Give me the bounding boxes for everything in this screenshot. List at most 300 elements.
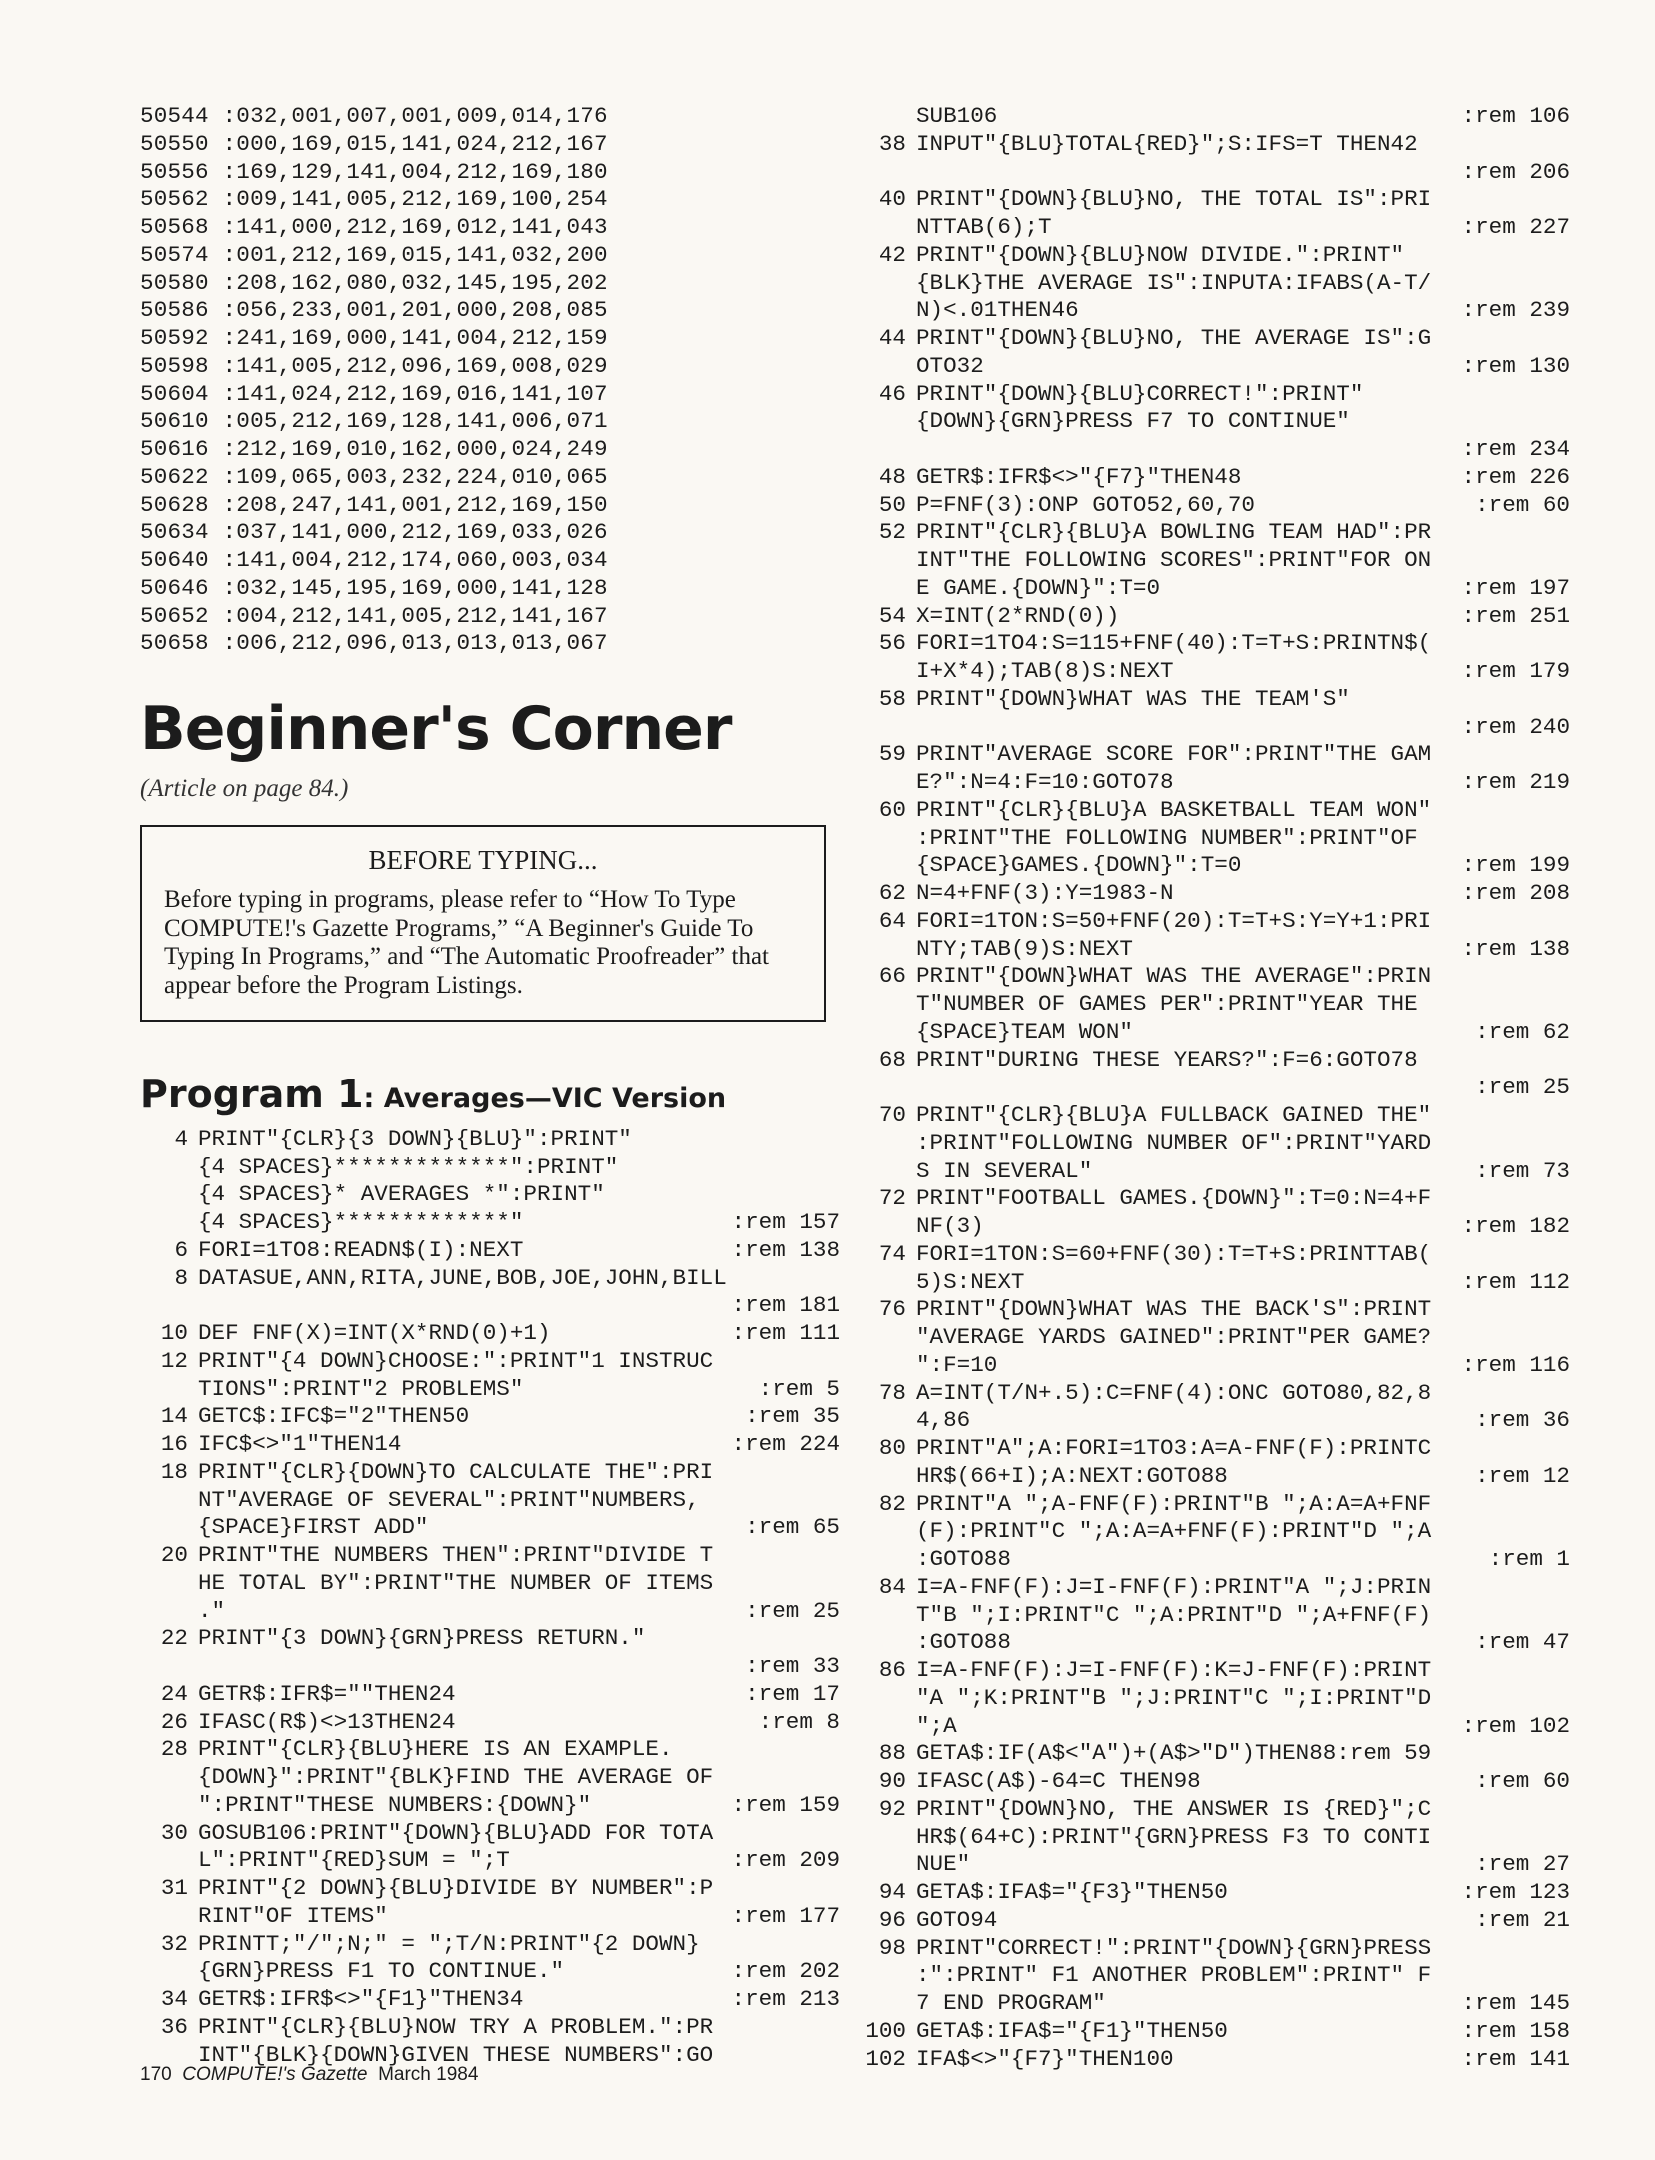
rem-checksum: :rem 25 bbox=[745, 1597, 840, 1624]
data-line: 50550 :000,169,015,141,024,212,167 bbox=[140, 130, 608, 157]
rem-checksum: :rem 199 bbox=[1461, 852, 1570, 879]
rem-checksum: :rem 197 bbox=[1461, 574, 1570, 601]
section-title: Beginner's Corner bbox=[140, 694, 732, 764]
rem-checksum: :rem 27 bbox=[1475, 1851, 1570, 1878]
code-text: FORI=1TON:S=50+FNF(20):T=T+S:Y=Y+1:PRI bbox=[916, 907, 1432, 934]
code-text: {BLK}THE AVERAGE IS":INPUTA:IFABS(A-T/ bbox=[916, 269, 1432, 296]
code-text: PRINT"FOOTBALL GAMES.{DOWN}":T=0:N=4+F bbox=[916, 1185, 1432, 1212]
code-text: PRINT"CORRECT!":PRINT"{DOWN}{GRN}PRESS bbox=[916, 1934, 1432, 1961]
code-text: :PRINT"THE FOLLOWING NUMBER":PRINT"OF bbox=[916, 824, 1418, 851]
code-line bbox=[858, 1602, 1570, 1630]
code-line bbox=[858, 464, 1570, 492]
before-typing-text: Before typing in programs, please refer to “How To Type COMPUTE!'s Gazette Programs,” “A Beginner's Guide To Typing In Programs,” and “The Automatic Proofreader” that appear before the Program Listings. bbox=[164, 886, 770, 999]
line-number: 72 bbox=[878, 1185, 906, 1212]
line-number: 6 bbox=[174, 1236, 188, 1263]
rem-checksum: :rem 116 bbox=[1461, 1351, 1570, 1378]
code-line bbox=[858, 1768, 1570, 1796]
line-number: 56 bbox=[878, 630, 906, 657]
line-number: 62 bbox=[878, 880, 906, 906]
data-line: 50592 :241,169,000,141,004,212,159 bbox=[140, 325, 608, 351]
data-line: 50556 :169,129,141,004,212,169,180 bbox=[140, 158, 608, 185]
code-line bbox=[858, 1629, 1570, 1657]
data-line: 50640 :141,004,212,174,060,003,034 bbox=[140, 547, 608, 573]
issue-date: March 1984 bbox=[378, 2064, 479, 2085]
code-line bbox=[858, 1296, 1570, 1324]
data-line: 50574 :001,212,169,015,141,032,200 bbox=[140, 241, 608, 268]
code-line bbox=[858, 2018, 1570, 2046]
code-text: GETR$:IFR$<>"{F7}"THEN48 bbox=[916, 463, 1242, 490]
code-line bbox=[858, 658, 1570, 686]
code-line bbox=[140, 1542, 840, 1570]
rem-checksum: :rem 219 bbox=[1461, 769, 1570, 795]
code-line bbox=[858, 1130, 1570, 1158]
code-line bbox=[140, 1320, 840, 1348]
code-text: :GOTO88 bbox=[916, 1629, 1011, 1656]
line-number: 68 bbox=[878, 1046, 906, 1073]
code-text: HE TOTAL BY":PRINT"THE NUMBER OF ITEMS bbox=[198, 1569, 714, 1596]
code-text: PRINT"{DOWN}{BLU}NO, THE TOTAL IS":PRI bbox=[916, 186, 1432, 213]
line-number: 28 bbox=[160, 1736, 188, 1763]
code-text: PRINT"{CLR}{BLU}NOW TRY A PROBLEM.":PR bbox=[198, 2013, 714, 2040]
code-line bbox=[858, 686, 1570, 714]
line-number: 30 bbox=[160, 1819, 188, 1846]
code-text: I=A-FNF(F):J=I-FNF(F):PRINT"A ";J:PRIN bbox=[916, 1573, 1432, 1600]
code-text: DATASUE,ANN,RITA,JUNE,BOB,JOE,JOHN,BILL bbox=[198, 1264, 727, 1291]
rem-checksum: :rem 12 bbox=[1475, 1462, 1570, 1489]
code-text: A=INT(T/N+.5):C=FNF(4):ONC GOTO80,82,8 bbox=[916, 1379, 1432, 1406]
code-text: HR$(64+C):PRINT"{GRN}PRESS F3 TO CONTI bbox=[916, 1823, 1432, 1850]
line-number: 102 bbox=[865, 2045, 906, 2072]
line-number: 40 bbox=[878, 186, 906, 213]
data-line: 50658 :006,212,096,013,013,013,067 bbox=[140, 630, 608, 657]
code-line bbox=[140, 1903, 840, 1931]
rem-checksum: :rem 202 bbox=[731, 1958, 840, 1985]
before-typing-title: BEFORE TYPING... bbox=[368, 845, 598, 875]
code-text: PRINT"AVERAGE SCORE FOR":PRINT"THE GAM bbox=[916, 741, 1432, 768]
code-text: INPUT"{BLU}TOTAL{RED}";S:IFS=T THEN42 bbox=[916, 130, 1418, 157]
code-text: SUB106 bbox=[916, 103, 998, 129]
code-line bbox=[858, 1047, 1570, 1075]
code-text: I=A-FNF(F):J=I-FNF(F):K=J-FNF(F):PRINT bbox=[916, 1657, 1432, 1683]
code-line bbox=[858, 1574, 1570, 1602]
line-number: 44 bbox=[878, 325, 906, 351]
rem-checksum: :rem 226 bbox=[1461, 463, 1570, 490]
data-line: 50628 :208,247,141,001,212,169,150 bbox=[140, 491, 608, 518]
code-line bbox=[858, 1546, 1570, 1574]
code-text: :":PRINT" F1 ANOTHER PROBLEM":PRINT" F bbox=[916, 1962, 1432, 1989]
rem-checksum: :rem 209 bbox=[731, 1847, 840, 1874]
rem-checksum: :rem 208 bbox=[1461, 880, 1570, 906]
code-line bbox=[858, 1962, 1570, 1990]
code-text: PRINT"A ";A-FNF(F):PRINT"B ";A:A=A+FNF bbox=[916, 1490, 1432, 1517]
data-line: 50586 :056,233,001,201,000,208,085 bbox=[140, 297, 608, 324]
magazine-name: COMPUTE!'s Gazette bbox=[182, 2064, 368, 2085]
code-text: X=INT(2*RND(0)) bbox=[916, 602, 1120, 629]
code-text: GETA$:IFA$="{F3}"THEN50 bbox=[916, 1879, 1228, 1905]
line-number: 80 bbox=[878, 1435, 906, 1461]
code-text: {4 SPACES}*************":PRINT" bbox=[198, 1153, 619, 1180]
code-line bbox=[858, 2046, 1570, 2074]
line-number: 64 bbox=[878, 907, 906, 934]
line-number: 66 bbox=[878, 963, 906, 990]
code-line bbox=[858, 353, 1570, 381]
code-text: NUE" bbox=[916, 1851, 971, 1878]
rem-checksum: :rem 130 bbox=[1461, 352, 1570, 379]
code-line bbox=[140, 1625, 840, 1653]
rem-checksum: :rem 138 bbox=[1461, 935, 1570, 962]
code-line bbox=[858, 1657, 1570, 1685]
code-line bbox=[140, 1292, 840, 1320]
line-number: 74 bbox=[878, 1240, 906, 1267]
code-text: PRINT"{CLR}{BLU}A FULLBACK GAINED THE" bbox=[916, 1102, 1432, 1128]
code-line bbox=[858, 825, 1570, 853]
line-number: 12 bbox=[160, 1347, 188, 1374]
code-text: ." bbox=[198, 1597, 226, 1624]
code-line bbox=[858, 408, 1570, 436]
data-line: 50562 :009,141,005,212,169,100,254 bbox=[140, 186, 608, 213]
code-text: IFC$<>"1"THEN14 bbox=[198, 1431, 402, 1458]
line-number: 52 bbox=[878, 519, 906, 546]
code-text: IFASC(A$)-64=C THEN98 bbox=[916, 1768, 1201, 1794]
code-text: GOTO94 bbox=[916, 1906, 998, 1933]
code-line bbox=[858, 519, 1570, 547]
code-line bbox=[140, 1154, 840, 1182]
rem-checksum: :rem 159 bbox=[731, 1791, 840, 1818]
code-text: GOSUB106:PRINT"{DOWN}{BLU}ADD FOR TOTA bbox=[198, 1819, 714, 1846]
code-line bbox=[858, 797, 1570, 825]
code-text: PRINT"{DOWN}WHAT WAS THE TEAM'S" bbox=[916, 685, 1350, 712]
line-number: 90 bbox=[878, 1768, 906, 1794]
before-typing-box bbox=[140, 825, 826, 1022]
code-text: 4,86 bbox=[916, 1407, 971, 1434]
data-line: 50580 :208,162,080,032,145,195,202 bbox=[140, 269, 608, 296]
rem-checksum: :rem 158 bbox=[1461, 2017, 1570, 2044]
line-number: 42 bbox=[878, 241, 906, 268]
code-line bbox=[858, 1463, 1570, 1491]
code-text: PRINT"DURING THESE YEARS?":F=6:GOTO78 bbox=[916, 1046, 1418, 1073]
line-number: 20 bbox=[160, 1542, 188, 1569]
code-line bbox=[858, 1824, 1570, 1852]
code-text: PRINT"{DOWN}{BLU}NOW DIVIDE.":PRINT" bbox=[916, 241, 1405, 268]
article-reference: (Article on page 84.) bbox=[140, 775, 349, 802]
data-line: 50652 :004,212,141,005,212,141,167 bbox=[140, 602, 608, 629]
rem-checksum: :rem 251 bbox=[1461, 602, 1570, 629]
code-text: {SPACE}GAMES.{DOWN}":T=0 bbox=[916, 852, 1242, 879]
code-line bbox=[858, 1713, 1570, 1741]
code-line bbox=[858, 1518, 1570, 1546]
rem-checksum: :rem 182 bbox=[1461, 1213, 1570, 1239]
code-text: {SPACE}FIRST ADD" bbox=[198, 1514, 429, 1541]
rem-checksum: :rem 36 bbox=[1475, 1407, 1570, 1434]
code-text: INT"{BLK}{DOWN}GIVEN THESE NUMBERS":GO bbox=[198, 2041, 714, 2068]
code-line bbox=[858, 1185, 1570, 1213]
rem-checksum: :rem 181 bbox=[731, 1292, 840, 1319]
code-line bbox=[858, 630, 1570, 658]
rem-checksum: :rem 123 bbox=[1461, 1879, 1570, 1905]
code-line bbox=[858, 242, 1570, 270]
code-text: {GRN}PRESS F1 TO CONTINUE." bbox=[198, 1958, 565, 1985]
code-text: PRINT"{4 DOWN}CHOOSE:":PRINT"1 INSTRUC bbox=[198, 1347, 714, 1374]
rem-checksum: :rem 21 bbox=[1475, 1906, 1570, 1933]
code-line bbox=[858, 325, 1570, 353]
line-number: 31 bbox=[160, 1875, 188, 1902]
line-number: 82 bbox=[878, 1490, 906, 1517]
code-line bbox=[858, 103, 1570, 131]
code-line bbox=[140, 1431, 840, 1459]
code-text: PRINT"THE NUMBERS THEN":PRINT"DIVIDE T bbox=[198, 1542, 714, 1569]
code-text: ";A bbox=[916, 1712, 957, 1739]
code-text: FORI=1TO8:READN$(I):NEXT bbox=[198, 1236, 524, 1263]
rem-checksum: :rem 5 bbox=[758, 1375, 840, 1402]
code-line bbox=[140, 1598, 840, 1626]
rem-checksum: :rem 177 bbox=[731, 1902, 840, 1929]
code-line bbox=[858, 214, 1570, 242]
line-number: 26 bbox=[160, 1708, 188, 1735]
code-line bbox=[858, 492, 1570, 520]
code-line bbox=[140, 1209, 840, 1237]
code-line bbox=[858, 1019, 1570, 1047]
code-line bbox=[858, 1796, 1570, 1824]
code-text: HR$(66+I);A:NEXT:GOTO88 bbox=[916, 1462, 1228, 1489]
code-line bbox=[858, 381, 1570, 409]
data-line: 50610 :005,212,169,128,141,006,071 bbox=[140, 408, 608, 435]
rem-checksum: :rem 112 bbox=[1461, 1268, 1570, 1295]
line-number: 50 bbox=[878, 491, 906, 518]
code-text: PRINT"{CLR}{BLU}A BASKETBALL TEAM WON" bbox=[916, 796, 1432, 823]
code-text: S IN SEVERAL" bbox=[916, 1157, 1093, 1184]
rem-checksum: :rem 145 bbox=[1461, 1990, 1570, 2016]
line-number: 94 bbox=[878, 1879, 906, 1905]
rem-checksum: :rem 111 bbox=[731, 1320, 840, 1347]
code-text: PRINT"{3 DOWN}{GRN}PRESS RETURN." bbox=[198, 1625, 646, 1652]
code-text: IFA$<>"{F7}"THEN100 bbox=[916, 2045, 1174, 2072]
code-line bbox=[858, 1990, 1570, 2018]
line-number: 70 bbox=[878, 1102, 906, 1128]
data-line: 50616 :212,169,010,162,000,024,249 bbox=[140, 436, 608, 462]
code-line bbox=[140, 1653, 840, 1681]
program-title-main: Program 1 bbox=[140, 1072, 364, 1116]
code-line bbox=[140, 1514, 840, 1542]
code-text: OTO32 bbox=[916, 352, 984, 379]
rem-checksum: :rem 62 bbox=[1475, 1018, 1570, 1045]
line-number: 16 bbox=[160, 1431, 188, 1458]
program-title bbox=[140, 1074, 840, 1116]
code-line bbox=[858, 1740, 1570, 1768]
code-line bbox=[140, 1764, 840, 1792]
code-line bbox=[858, 1074, 1570, 1102]
line-number: 96 bbox=[878, 1906, 906, 1933]
code-text: T"NUMBER OF GAMES PER":PRINT"YEAR THE bbox=[916, 991, 1418, 1017]
data-line: 50604 :141,024,212,169,016,141,107 bbox=[140, 380, 608, 407]
line-number: 88 bbox=[878, 1740, 906, 1767]
page-number: 170 bbox=[140, 2064, 172, 2085]
code-text: {DOWN}":PRINT"{BLK}FIND THE AVERAGE OF bbox=[198, 1764, 714, 1791]
code-text: PRINT"A";A:FORI=1TO3:A=A-FNF(F):PRINTC bbox=[916, 1435, 1432, 1461]
code-text: "AVERAGE YARDS GAINED":PRINT"PER GAME? bbox=[916, 1324, 1432, 1350]
rem-checksum: :rem 1 bbox=[1488, 1546, 1570, 1572]
rem-checksum: :rem 106 bbox=[1461, 103, 1570, 129]
code-line bbox=[858, 936, 1570, 964]
code-line bbox=[140, 1265, 840, 1293]
code-text: N)<.01THEN46 bbox=[916, 297, 1079, 324]
rem-checksum: :rem 60 bbox=[1475, 1768, 1570, 1794]
data-line: 50622 :109,065,003,232,224,010,065 bbox=[140, 463, 608, 490]
right-column bbox=[858, 103, 1570, 2073]
line-number: 38 bbox=[878, 130, 906, 157]
code-text: GETA$:IFA$="{F1}"THEN50 bbox=[916, 2017, 1228, 2044]
code-line bbox=[858, 1935, 1570, 1963]
code-text: DEF FNF(X)=INT(X*RND(0)+1) bbox=[198, 1320, 551, 1347]
line-number: 54 bbox=[878, 602, 906, 629]
code-line bbox=[858, 741, 1570, 769]
rem-checksum: :rem 60 bbox=[1475, 491, 1570, 518]
code-line bbox=[140, 2014, 840, 2042]
code-line bbox=[858, 1380, 1570, 1408]
code-text: PRINT"{DOWN}{BLU}CORRECT!":PRINT" bbox=[916, 380, 1364, 407]
code-line bbox=[858, 1851, 1570, 1879]
code-text: {4 SPACES}*************" bbox=[198, 1209, 524, 1236]
code-line bbox=[858, 297, 1570, 325]
code-text: 5)S:NEXT bbox=[916, 1268, 1025, 1295]
code-text: PRINT"{CLR}{BLU}A BOWLING TEAM HAD":PR bbox=[916, 519, 1432, 546]
code-text: I+X*4);TAB(8)S:NEXT bbox=[916, 658, 1174, 684]
data-line: 50598 :141,005,212,096,169,008,029 bbox=[140, 352, 608, 379]
line-number: 98 bbox=[878, 1934, 906, 1961]
line-number: 4 bbox=[174, 1125, 188, 1152]
page-footer bbox=[140, 2064, 478, 2086]
line-number: 14 bbox=[160, 1403, 188, 1430]
line-number: 10 bbox=[160, 1320, 188, 1347]
code-text: T"B ";I:PRINT"C ";A:PRINT"D ";A+FNF(F) bbox=[916, 1601, 1432, 1628]
line-number: 59 bbox=[878, 741, 906, 768]
code-text: FORI=1TO4:S=115+FNF(40):T=T+S:PRINTN$( bbox=[916, 630, 1432, 657]
code-text: NT"AVERAGE OF SEVERAL":PRINT"NUMBERS, bbox=[198, 1486, 700, 1513]
code-line bbox=[858, 963, 1570, 991]
line-number: 60 bbox=[878, 796, 906, 823]
code-line bbox=[140, 1403, 840, 1431]
code-text: NTTAB(6);T bbox=[916, 214, 1052, 240]
line-number: 58 bbox=[878, 685, 906, 712]
code-line bbox=[858, 1241, 1570, 1269]
code-line bbox=[858, 1907, 1570, 1935]
program-listing-right bbox=[858, 103, 1570, 2073]
code-text: PRINT"{CLR}{3 DOWN}{BLU}":PRINT" bbox=[198, 1125, 632, 1152]
code-line bbox=[858, 1213, 1570, 1241]
code-line bbox=[858, 769, 1570, 797]
code-line bbox=[858, 270, 1570, 298]
machine-code-data-listing bbox=[140, 103, 840, 658]
rem-checksum: :rem 138 bbox=[731, 1236, 840, 1263]
code-line bbox=[858, 131, 1570, 159]
code-text: L":PRINT"{RED}SUM = ";T bbox=[198, 1847, 510, 1874]
code-text: E GAME.{DOWN}":T=0 bbox=[916, 574, 1161, 601]
code-line bbox=[140, 1709, 840, 1737]
code-line bbox=[858, 991, 1570, 1019]
code-text: PRINT"{DOWN}WHAT WAS THE AVERAGE":PRIN bbox=[916, 963, 1432, 990]
code-line bbox=[858, 880, 1570, 908]
rem-checksum: :rem 102 bbox=[1461, 1712, 1570, 1739]
code-text: PRINT"{CLR}{BLU}HERE IS AN EXAMPLE. bbox=[198, 1736, 673, 1763]
code-text: {SPACE}TEAM WON" bbox=[916, 1018, 1133, 1045]
code-text: PRINT"{DOWN}WHAT WAS THE BACK'S":PRINT bbox=[916, 1296, 1432, 1323]
line-number: 36 bbox=[160, 2013, 188, 2040]
code-text: GETR$:IFR$=""THEN24 bbox=[198, 1680, 456, 1707]
code-line bbox=[140, 1681, 840, 1709]
line-number: 100 bbox=[865, 2017, 906, 2044]
code-line bbox=[858, 575, 1570, 603]
code-line bbox=[858, 603, 1570, 631]
line-number: 32 bbox=[160, 1930, 188, 1957]
data-line: 50634 :037,141,000,212,169,033,026 bbox=[140, 519, 608, 546]
line-number: 46 bbox=[878, 380, 906, 407]
line-number: 76 bbox=[878, 1296, 906, 1323]
code-line bbox=[858, 1879, 1570, 1907]
code-text: GETC$:IFC$="2"THEN50 bbox=[198, 1403, 470, 1430]
rem-checksum: :rem 17 bbox=[745, 1680, 840, 1707]
code-text: INT"THE FOLLOWING SCORES":PRINT"FOR ON bbox=[916, 547, 1432, 573]
line-number: 48 bbox=[878, 463, 906, 490]
rem-checksum: :rem 240 bbox=[1461, 713, 1570, 740]
code-text: RINT"OF ITEMS" bbox=[198, 1902, 388, 1929]
code-text: E?":N=4:F=10:GOTO78 bbox=[916, 769, 1174, 795]
code-line bbox=[140, 1237, 840, 1265]
code-line bbox=[140, 1126, 840, 1154]
code-line bbox=[140, 1986, 840, 2014]
code-line bbox=[858, 1324, 1570, 1352]
rem-checksum: :rem 206 bbox=[1461, 158, 1570, 185]
rem-checksum: :rem 33 bbox=[745, 1653, 840, 1680]
rem-checksum: :rem 227 bbox=[1461, 214, 1570, 240]
line-number: 22 bbox=[160, 1625, 188, 1652]
code-text: ":F=10 bbox=[916, 1351, 998, 1378]
code-line bbox=[858, 1435, 1570, 1463]
code-line bbox=[140, 1348, 840, 1376]
code-line bbox=[858, 186, 1570, 214]
rem-checksum: :rem 35 bbox=[745, 1403, 840, 1430]
code-line bbox=[140, 1181, 840, 1209]
code-line bbox=[140, 1931, 840, 1959]
code-line bbox=[858, 547, 1570, 575]
code-text: "A ";K:PRINT"B ";J:PRINT"C ";I:PRINT"D bbox=[916, 1684, 1432, 1711]
code-text: PRINTT;"/";N;" = ";T/N:PRINT"{2 DOWN} bbox=[198, 1930, 700, 1957]
data-line: 50544 :032,001,007,001,009,014,176 bbox=[140, 103, 608, 129]
code-line bbox=[140, 1875, 840, 1903]
code-line bbox=[140, 1487, 840, 1515]
code-text: (F):PRINT"C ";A:A=A+FNF(F):PRINT"D ";A bbox=[916, 1518, 1432, 1545]
code-line bbox=[140, 1820, 840, 1848]
code-line bbox=[858, 1352, 1570, 1380]
code-line bbox=[140, 1792, 840, 1820]
rem-checksum: :rem 73 bbox=[1475, 1157, 1570, 1184]
code-text: :GOTO88 bbox=[916, 1546, 1011, 1572]
rem-checksum: :rem 141 bbox=[1461, 2045, 1570, 2072]
code-text: PRINT"{DOWN}NO, THE ANSWER IS {RED}";C bbox=[916, 1795, 1432, 1822]
code-text: IFASC(R$)<>13THEN24 bbox=[198, 1708, 456, 1735]
code-text: P=FNF(3):ONP GOTO52,60,70 bbox=[916, 491, 1255, 518]
program-title-sub: : Averages—VIC Version bbox=[363, 1083, 727, 1114]
line-number: 24 bbox=[160, 1680, 188, 1707]
code-text: PRINT"{DOWN}{BLU}NO, THE AVERAGE IS":G bbox=[916, 325, 1432, 351]
line-number: 18 bbox=[160, 1458, 188, 1485]
code-text: ":PRINT"THESE NUMBERS:{DOWN}" bbox=[198, 1791, 592, 1818]
rem-checksum: :rem 234 bbox=[1461, 436, 1570, 462]
rem-checksum: :rem 179 bbox=[1461, 658, 1570, 684]
code-text: PRINT"{CLR}{DOWN}TO CALCULATE THE":PRI bbox=[198, 1458, 714, 1485]
rem-checksum: :rem 239 bbox=[1461, 297, 1570, 324]
code-text: GETA$:IF(A$<"A")+(A$>"D")THEN88:rem 59 bbox=[916, 1740, 1432, 1767]
code-line bbox=[858, 1685, 1570, 1713]
line-number: 78 bbox=[878, 1379, 906, 1406]
